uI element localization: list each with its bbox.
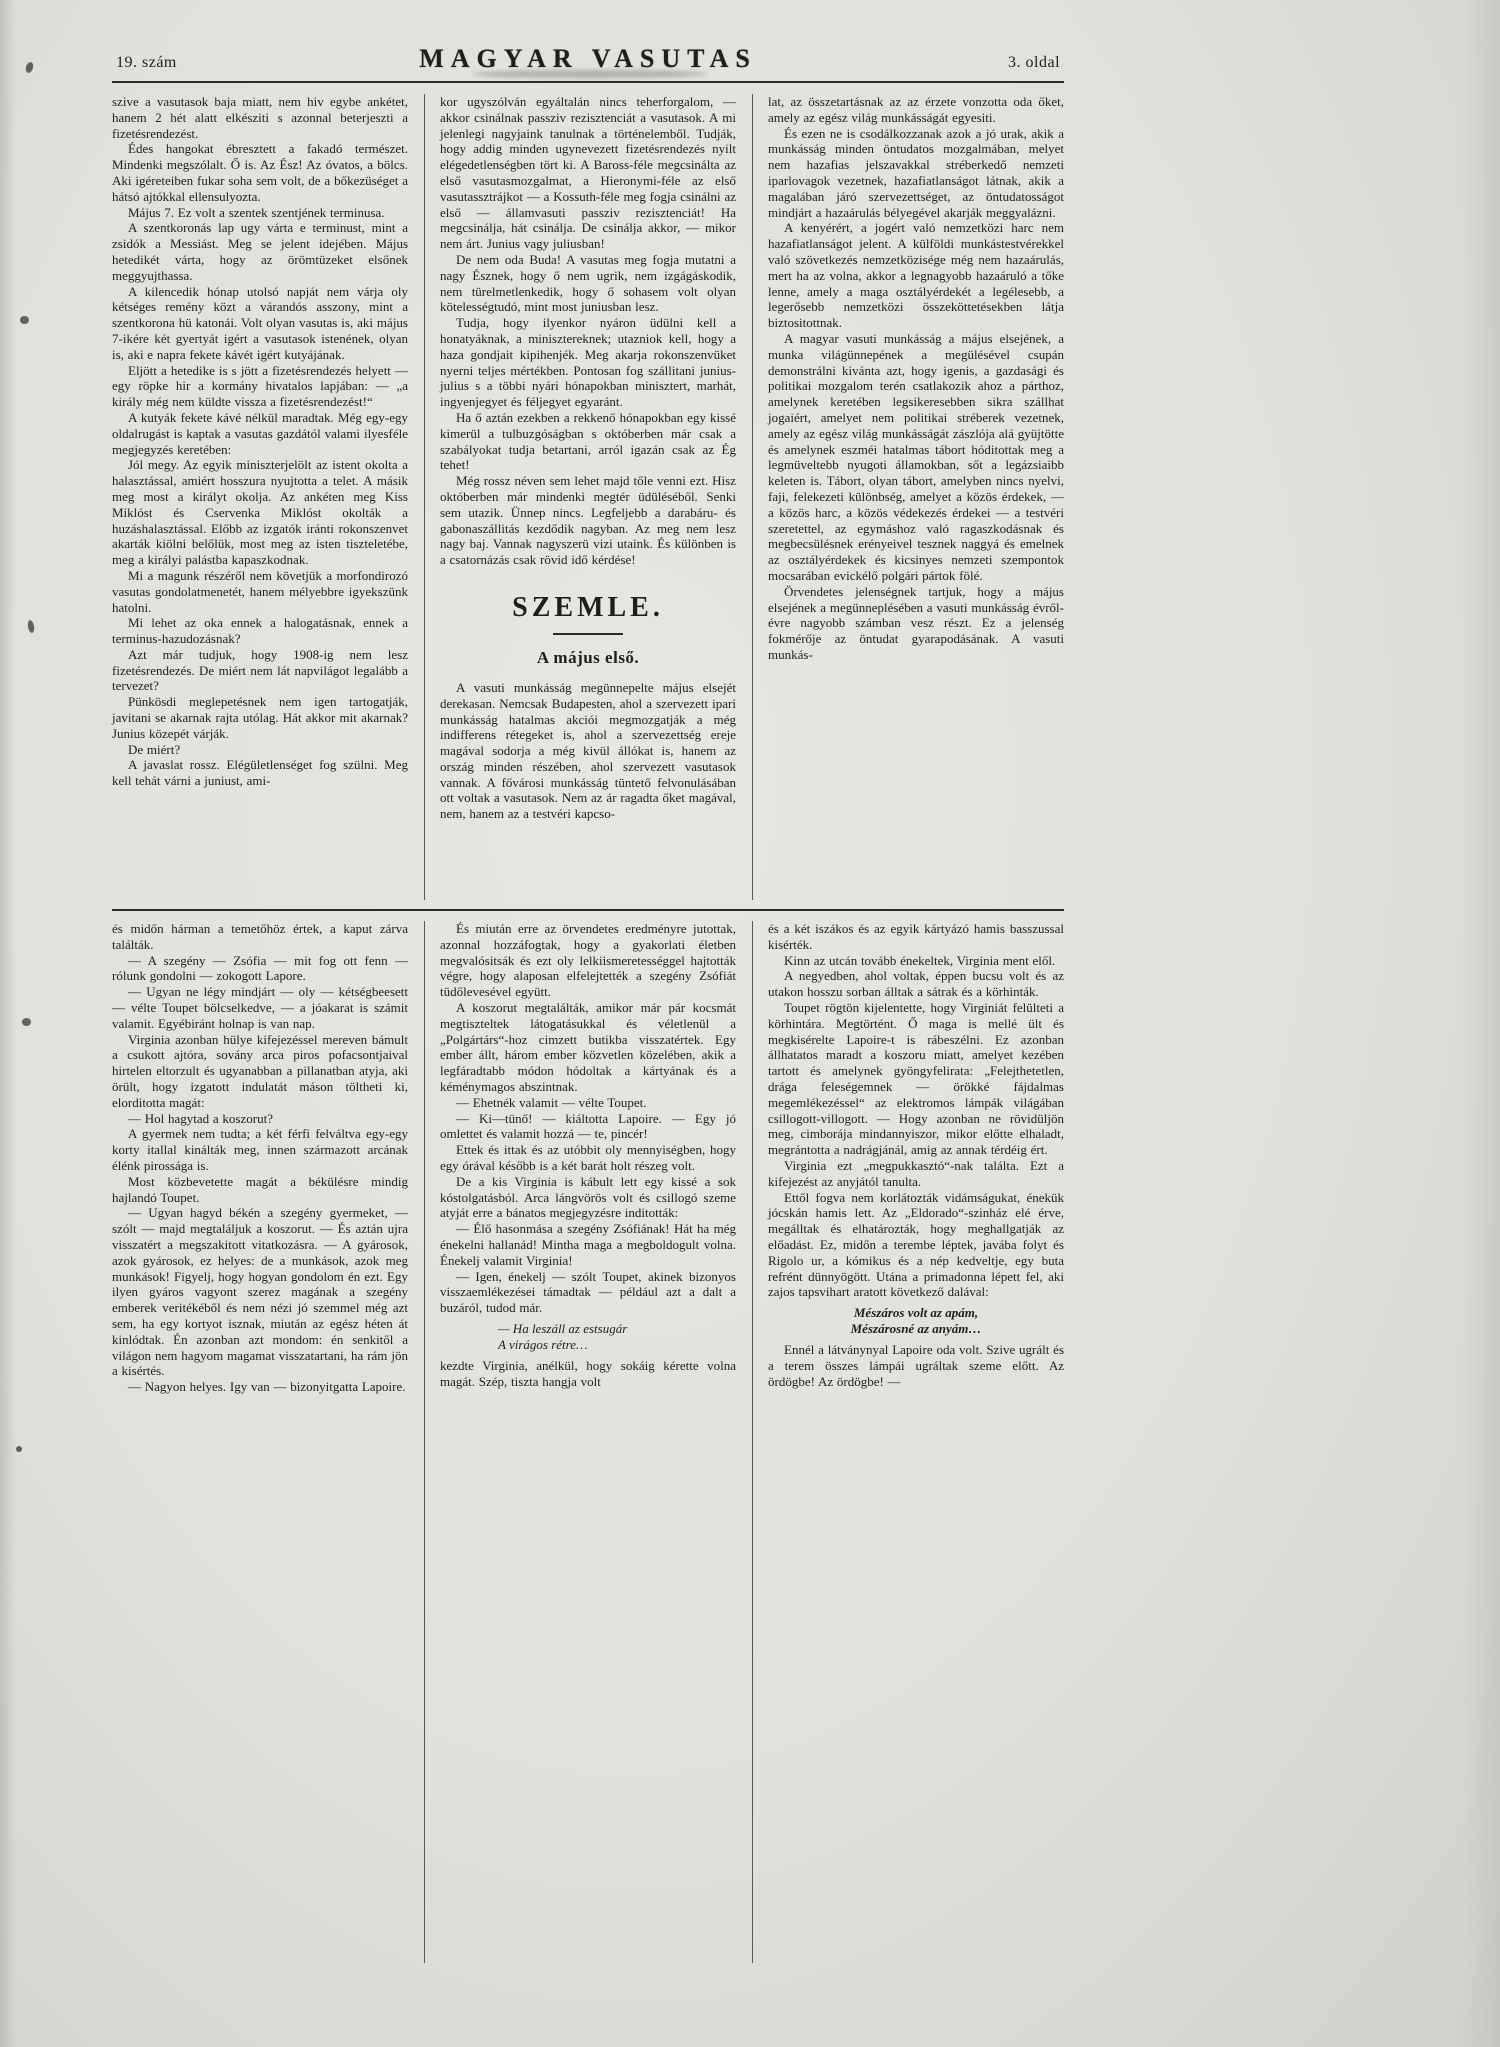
paragraph: — Hol hagytad a koszorut? [128, 1110, 273, 1126]
paragraph: Ennél a látványnyal Lapoire oda volt. Szive ugrált és a terem összes lámpái ugráltak szeme előtt. Az ördögbe! Az ördögbe! — [768, 1342, 1064, 1389]
paragraph: A javaslat rossz. Elégületlenséget fog szülni. Meg kell tehát várni a juniust, ami- [112, 757, 408, 789]
paragraph: Mi a magunk részéről nem követjük a morfondirozó vasutas gondolatmenetét, hanem mélyebbre igyekszünk hatolni. [112, 567, 408, 615]
page-content [112, 44, 1064, 1963]
paragraph: Jól megy. Az egyik miniszterjelölt az istent okolta a halasztással, amiért hosszura nyujtotta a telet. A másik meg most a királyt okolja. Az ankéten meg Kiss Miklóst és Cservenka Miklóst okolták a huzáshalasztással. Előbb az izgatók iránti rokonszenvet akarták kiölni belőlük, most meg az isten tiszteletébe, meg a királyi palástba kapaszkodnak. [112, 457, 408, 568]
paragraph: Ettől fogva nem korlátozták vidámságukat, énekük jócskán hamis lett. Az „Eldorado“-szinház elé érve, megálltak és elhatározták, hogy meghallgatják az előadást. Ez, midőn a terembe léptek, javába folyt és Rigolo ur, a kómikus és a nép kedveltje, egy buta refrént dünnyögött. Utána a primadonna lépett fel, aki zajos tapsvihart aratott következő dalával: [768, 1189, 1064, 1300]
issue-number: 19. szám [116, 54, 177, 71]
verse-line: A virágos rétre… [498, 1336, 588, 1352]
paragraph: A szentkoronás lap ugy várta e terminust, mint a zsidók a Messiást. Meg se jelent idejében. Május hetedikét várta, hogy az örömtüzeket elsőnek meggyujthassa. [112, 220, 408, 283]
newspaper-title: MAGYAR VASUTAS [419, 44, 757, 73]
paragraph: kezdte Virginia, anélkül, hogy sokáig kérette volna magát. Szép, tiszta hangja volt [440, 1357, 736, 1389]
paragraph: A kutyák fekete kávé nélkül maradtak. Még egy-egy oldalrugást is kaptak a vasutas gazdától valami ilyesféle megjegyzés keretében: [112, 409, 408, 457]
paragraph: A gyermek nem tudta; a két férfi felváltva egy-egy korty itallal kinálták meg, innen származott arcának élénk pirossága is. [112, 1126, 408, 1173]
paragraph: — Élő hasonmása a szegény Zsófiának! Hát ha még énekelni hallanád! Mintha maga a megboldogult volna. Énekelj valamit Virginia! [440, 1221, 736, 1268]
paragraph: Azt már tudjuk, hogy 1908-ig nem lesz fizetésrendezés. De miért nem lát napvilágot legalább a tervezet? [112, 646, 408, 694]
bottom-column-3 [768, 921, 1064, 1963]
column-rule [408, 921, 440, 1963]
paragraph: — Igen, énekelj — szólt Toupet, akinek bizonyos visszaemlékezései támadtak — például azt a dalt a buzáról, tudod már. [440, 1268, 736, 1316]
column-rule [736, 921, 768, 1963]
paragraph: A vasuti munkásság megünnepelte május elsejét derekasan. Nemcsak Budapesten, ahol a szervezett ipari munkásság hatalmas akciói megmozgatják a még indifferens rétegeket is, ahol a szervezettség ereje magával sodorja a még kivül állókat is, hanem az ország minden részében, ahol szervezett vasutasok vannak. A fővárosi munkásság tüntető felvonulásában ott voltak a vasutasok. Nem az ár ragadta őket magával, nem, hanem az a testvéri kapcso- [440, 679, 736, 822]
ink-smudge [472, 70, 708, 78]
paragraph: És ezen ne is csodálkozzanak azok a jó urak, akik a munkásság minden öntudatos mozgalmában, melyet nem hazafias jelszavakkal stréberkedő nemzeti iparlovagok vezetnek, hazafiatlanságot látnak, akik a magalában járó szervezettséget, az öntudatosságot mindjárt a hazaárulás bélyegével akarják meggyalázni. [768, 125, 1064, 220]
top-section [112, 94, 1064, 900]
verse-line: Mészáros volt az apám, [853, 1305, 979, 1321]
paragraph: Mi lehet az oka ennek a halogatásnak, ennek a terminus-hazudozásnak? [112, 615, 408, 647]
paragraph: Pünkösdi meglepetésnek nem igen tartogatják, javitani se akarnak rajta utólag. Hát akkor mit akarnak? Junius közepét várják. [112, 694, 408, 741]
paragraph: A kenyérért, a jogért való nemzetközi harc nem hazafiatlanságot jelent. A külföldi munkástestvérekkel való szövetkezés nemzetközisége még nem hazaárulás, mert ha az volna, akkor a legnagyobb hazaáruló a tőke lenne, amely a maga osztályérdekét a legélesebb, a legerősebb nemzetközi összeköttetésekben látja biztositottnak. [768, 220, 1064, 331]
paragraph: Virginia ezt „megpukkasztó“-nak találta. Ezt a kifejezést az anyjától tanulta. [768, 1157, 1064, 1189]
paragraph: — A szegény — Zsófia — mit fog ott fenn — rólunk gondolni — zokogott Lapore. [112, 952, 408, 984]
scan-speck [27, 620, 35, 634]
paragraph: Toupet rögtön kijelentette, hogy Virginiát felülteti a körhintára. Megtörtént. Ő maga is mellé ült és megkisérelte Lapoire-t is rábeszélni. Ez azonban állhatatos maradt a koszoru miatt, amelyet kezében tartott és amelynek gyöngyfelirata: „Felejthetetlen, drága feleségemnek — örökké fájdalmas megemlékezéssel“ az elektromos lámpák világában csillogott-villogott. — Hogy azonban ne rövidüljön meg, cimborája mindannyiszor, mikor előtte elhaladt, megrántotta a nadrágjánál, amig az annak térdéig ért. [768, 999, 1064, 1158]
paragraph: Édes hangokat ébresztett a fakadó természet. Mindenki megszólalt. Ő is. Az Ész! Az óvatos, a bölcs. Aki igéreteiben fukar soha sem volt, de a bőkezüséget a hátsó ajtókkal ellensulyozta. [112, 141, 408, 204]
paragraph: lat, az összetartásnak az az érzete vonzotta oda őket, amely az egész világ munkásságát egyesiti. [768, 94, 1064, 125]
paragraph: Eljött a hetedike is s jött a fizetésrendezés helyett — egy röpke hir a kormány hivatalos lapjában: — „a király még nem küldte vissza a fizetésrendezést!“ [112, 362, 408, 410]
song-verse [768, 1305, 1064, 1337]
paragraph: A kilencedik hónap utolsó napját nem várja oly kétséges remény közt a várandós asszony, mint a szentkorona hü katonái. Volt olyan vasutas is, aki május 7-ikére két gyertyát igért a vasutasok istenének, olyan is, aki e napra fekete kávét igért kutyájának. [112, 283, 408, 362]
paragraph: Tudja, hogy ilyenkor nyáron üdülni kell a honatyáknak, a minisztereknek; utazniok kell, hogy a haza gondjait kipihenjék. Meg akarja rokonszenvüket nyerni teljes mértékben. Pontosan fog szállitani junius-julius s a többi nyári hónapokban minisztert, marhát, ingyenjegyet és féljegyet egyaránt. [440, 315, 736, 410]
column-rule [736, 94, 768, 900]
paragraph: De miért? [128, 741, 181, 757]
page-number: 3. oldal [1008, 54, 1061, 71]
scan-speck [24, 61, 34, 74]
paragraph: Május 7. Ez volt a szentek szentjének terminusa. [128, 204, 385, 220]
verse-line: — Ha leszáll az estsugár [498, 1320, 628, 1336]
bottom-column-1 [112, 921, 408, 1963]
bottom-column-2 [440, 921, 736, 1963]
feuilleton-text [768, 1342, 1064, 1389]
paragraph: De a kis Virginia is kábult lett egy kissé a sok kóstolgatásból. Arca lángvörös volt és csillogó szeme atyját erre a bánatos megjegyzésre inditották: [440, 1173, 736, 1221]
paragraph: és midőn hárman a temetőhöz értek, a kaput zárva találták. [112, 921, 408, 952]
szemle-section-header [440, 592, 736, 668]
paragraph: és a két iszákos és az egyik kártyázó hamis basszussal kisérték. [768, 921, 1064, 952]
feuilleton-text [440, 921, 736, 1316]
scan-speck [16, 1446, 22, 1452]
paragraph: A koszorut megtalálták, amikor már pár kocsmát megtiszteltek látogatásukkal és véletlenül a „Polgártárs“-hoz cimzett butikba visszatértek. Egy ember állt, három ember közvetlen közelében, akik a legfáradtabb módon hódoltak a kártyának és a kéménymagos abszintnak. [440, 999, 736, 1094]
paragraph: Most közbevetette magát a békülésre mindig hajlandó Toupet. [112, 1173, 408, 1205]
paragraph: Ha ő aztán ezekben a rekkenő hónapokban egy kissé kimerül a tulbuzgóságban s októberben már csak a szabályokat tudja betartani, arról igazán csak az Ég tehet! [440, 409, 736, 473]
paragraph: — Nagyon helyes. Igy van — bizonyitgatta Lapoire. [128, 1379, 406, 1395]
top-column-2 [440, 94, 736, 900]
article-title: A május első. [536, 647, 640, 667]
paragraph: Ettek és ittak és az utóbbit oly mennyiségben, hogy egy órával később is a két barát holt részeg volt. [440, 1142, 736, 1173]
column-rule [408, 94, 440, 900]
szemle-article [440, 680, 736, 822]
top-column-3 [768, 94, 1064, 900]
scan-speck [22, 1018, 31, 1026]
paragraph: Örvendetes jelenségnek tartjuk, hogy a május elsejének a megünneplésében a vasuti munkásság évről-évre nagyobb számban vesz részt. Ez a jelenség fokmérője az öntudat gyarapodásának. A vasuti munkás- [768, 583, 1064, 662]
paragraph: — Ugyan ne légy mindjárt — oly — kétségbeesett — vélte Toupet bölcselkedve, — a jóakarat is számit valamit. Egyébiránt holnap is van nap. [112, 984, 408, 1031]
header-rule [112, 81, 1064, 85]
feuilleton-section [112, 921, 1064, 1963]
song-verse [440, 1321, 736, 1353]
scan-speck [20, 316, 29, 324]
paragraph: És miután erre az örvendetes eredményre jutottak, azonnal hozzáfogtak, hogy a gyakorlati életben megvalósitsák és ezt oly lelkiismeretességgel hajtották végre, hogy alaposan elfelejtették a szegény Zsófiát tüdőlevesével együtt. [440, 921, 736, 1000]
paragraph: Kinn az utcán tovább énekeltek, Virginia ment elől. [784, 952, 1056, 968]
verse-line: Mészárosné az anyám… [850, 1321, 982, 1337]
paragraph: — Ki—tünő! — kiáltotta Lapoire. — Egy jó omlettet és valamit hozzá — te, pincér! [440, 1110, 736, 1142]
paragraph: Még rossz néven sem lehet majd tőle venni ezt. Hisz októberben már mindenki megtér üdüléséből. Senki sem utazik. Ünnep nincs. Legfeljebb a darabáru- és gabonaszállitás kezdődik nagyban. Az meg nem lesz nagy baj. Vannak nagyszerü vizi utaink. És különben is a csatornázás csak rövid idő kérdése! [440, 473, 736, 568]
section-divider-rule [112, 909, 1064, 911]
paragraph: kor ugyszólván egyáltalán nincs teherforgalom, — akkor csinálnak passziv rezisztenciát a vasutasok. A mi jelenlegi nagyjaink tanulnak a történelemből. Tudják, hogy addig minden ugynevezett fizetésrendezés nyilt elégedetlenségben tört ki. A Baross-féle megcsinálta az első vasutasmozgalmat, a Hieronymi-féle az első vasutassztrájkot — a Kossuth-féle meg fogja csinálni az első — államvasuti passziv rezisztenciát! Ha megcsinálja, hát csinálja. De csinálja akkor, — mikor nem árt. Junius vagy juliusban! [440, 94, 736, 252]
feuilleton-text [440, 1358, 736, 1390]
paragraph: A negyedben, ahol voltak, éppen bucsu volt és az utakon hosszu sorban álltak a sátrak és a körhinták. [768, 968, 1064, 1000]
heading-rule [553, 633, 623, 635]
paragraph: A magyar vasuti munkásság a május elsejének, a munka világünnepének a megülésével csupán demonstrálni kivánta azt, hogy igenis, a gazdasági és politikai mozgalom terén csatlakozik ahoz a párthoz, amelynek keretében legsikeresebben sikra szállhat jogaiért, amelyet nem politikai stréberek vezetnek, amely az egész világ munkásságát zászlója alá gyüjtötte és amelynek eszméi hatalmas tábort hóditottak meg a legmüveltebb nyugoti államokban, sőt a legázsiaibb keleten is. Tábort, olyan tábort, amelyben nincs nyelvi, faji, felekezeti különbség, amelyet a közös érdekek, — a közös harc, a közös védekezés érdekei — a testvéri szeretettel, az egymáshoz való ragaszkodásnak és megbecsülésnek erényeivel tesznek naggyá és emelnek az osztályérdekek és kicsinyes nemzeti szempontok mocsarában evickélő polgári pártok fölé. [768, 330, 1064, 583]
paragraph: — Ehetnék valamit — vélte Toupet. [456, 1094, 647, 1110]
feuilleton-text [768, 921, 1064, 1300]
section-heading: SZEMLE. [512, 591, 664, 623]
top-column-1 [112, 94, 408, 900]
paragraph: — Ugyan hagyd békén a szegény gyermeket, — szólt — majd megtaláljuk a koszorut. — És aztán ujra visszatért a megszakitott vitatkozásra. — A gyárosok, azok gyárosok, ez helyes: de a munkások, azok meg munkások! Figyelj, hogy hogyan gondolom én ezt. Egy ilyen gyáros vagyont szerez magának a szegény emberek veritékéből és nem nézi jó szemmel még azt sem, ha egy kortyot isznak, miután az egész héten át kinlódtak. Én azonban azt mondom: én senkitől a világon nem hagyom magamat visszatartani, ha rám jön a kisértés. [112, 1205, 408, 1379]
paragraph: szive a vasutasok baja miatt, nem hiv egybe ankétet, hanem 2 hét alatt elkésziti s azonnal beterjeszti a fizetésrendezést. [112, 94, 408, 141]
top-column-2-article [440, 94, 736, 568]
paragraph: De nem oda Buda! A vasutas meg fogja mutatni a nagy Észnek, hogy ő nem ugrik, nem izgágáskodik, nem türelmetlenkedik, hogy ő sohasem volt olyan kötelességtudó, mint most juniusban lesz. [440, 251, 736, 315]
paragraph: Virginia azonban hülye kifejezéssel mereven bámult a csukott ajtóra, sovány arca piros pofacsontjaival hirtelen eltorzult és ugyanabban a pillanatban atyja, aki örült, hogy izgatott indulatát máson töltheti ki, elorditotta magát: [112, 1031, 408, 1110]
